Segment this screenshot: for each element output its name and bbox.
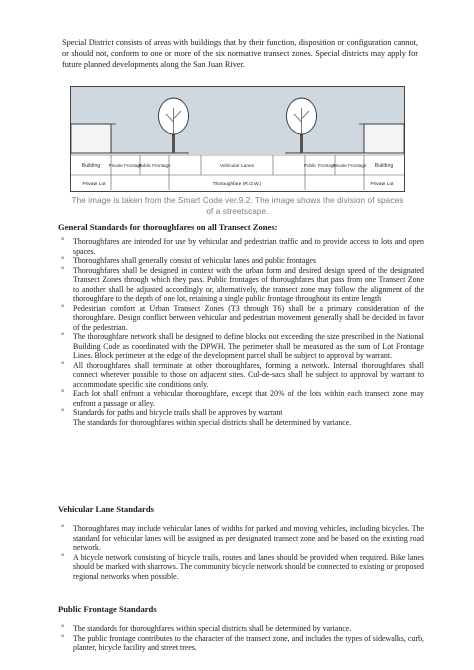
general-standards-heading: General Standards for thoroughfares on all Transect Zones: <box>58 222 278 232</box>
bullet-icon: ° <box>61 523 65 532</box>
bullet-icon: ° <box>61 632 65 642</box>
zone-label-private-frontage-left: Private Frontage <box>108 163 143 168</box>
general-standard-item <box>58 361 424 390</box>
bullet-icon: ° <box>61 359 65 369</box>
vehicular-lane-heading: Vehicular Lane Standards <box>58 504 154 514</box>
general-standard-item <box>58 237 424 256</box>
bullet-icon: ° <box>61 264 65 274</box>
label-thoroughfare: Thoroughfare (R.O.W.) <box>212 182 262 187</box>
bullet-icon: ° <box>61 388 65 397</box>
general-standard-item <box>58 266 424 304</box>
bullet-icon: ° <box>61 551 65 561</box>
general-standard-item <box>58 256 424 266</box>
general-standard-item-text: Thoroughfares shall be designed in context with the urban form and desired design speed of the designated Transect Zones through which they pass. Public frontages of thoroughfares that pass from one Transect Zone to another shall be adjusted accordingly or, alternatively, the transect zone may follow the alignment of the thoroughfare to the depth of one lot, retaining a single public frontage throughout its entire length <box>73 265 424 303</box>
public-frontage-section <box>58 604 424 653</box>
bullet-icon: ° <box>61 623 65 632</box>
public-frontage-standard-item <box>58 624 424 634</box>
building-right <box>359 124 404 153</box>
label-private-lot-right: Private Lot <box>370 182 394 187</box>
vehicular-standard-item-text: A bicycle network consisting of bicycle trails, routes and lanes should be provided when required. Bike lanes should be marked with sharrows. The community bicycle network should be connected to existing or proposed regional networks when possible. <box>73 552 424 581</box>
vehicular-standard-item <box>58 553 424 582</box>
bullet-icon: ° <box>61 407 65 416</box>
general-standard-item <box>58 332 424 361</box>
general-standard-item <box>58 408 424 418</box>
vehicular-lane-list <box>58 524 424 581</box>
zone-label-vehicular-lanes: Vehicular Lanes <box>219 164 255 169</box>
public-frontage-heading: Public Frontage Standards <box>58 604 157 614</box>
general-standard-item-text: Standards for paths and bicycle trails shall be approves by warrant <box>73 408 283 417</box>
zone-label-building-left: Building <box>81 163 101 169</box>
zone-label-public-frontage-left: Public Frontage <box>138 163 171 168</box>
bullet-icon: ° <box>61 331 65 340</box>
public-frontage-list <box>58 624 424 653</box>
building-left <box>71 124 116 153</box>
vehicular-standard-item <box>58 524 424 553</box>
general-standard-item-text: The thoroughfare network shall be designed to define blocks not exceeding the size prescribed in the National Building Code as coordinated with the DPWH. The perimeter shall be measured as the sum of Lot Frontage Lines. Block perimeter at the edge of the development parcel shall be subject to approval by warrant. <box>73 332 424 360</box>
public-frontage-standard-item <box>58 634 424 653</box>
label-private-lot-left: Private Lot <box>82 182 106 187</box>
bullet-icon: ° <box>61 302 65 312</box>
public-frontage-standard-item-text: The standards for thoroughfares within special districts shall be determined by variance. <box>73 624 352 633</box>
bullet-icon: ° <box>61 236 65 245</box>
intro-paragraph: Special District consists of areas with buildings that by their function, disposition or configuration cannot, or should not, conform to one or more of the six normative transect zones. Special districts may apply for future planned developments along the San Juan River. <box>62 38 418 69</box>
vehicular-lane-section <box>58 504 424 581</box>
general-standards-section <box>58 222 424 427</box>
general-standards-trailing: The standards for thoroughfares within special districts shall be determined by variance. <box>73 417 352 427</box>
general-standard-item-text: Thoroughfares shall generally consist of vehicular lanes and public frontages <box>73 256 316 265</box>
public-frontage-standard-item-text: The public frontage contributes to the character of the transect zone, and includes the types of sidewalks, curb, planter, bicycle facility and street trees. <box>73 633 424 652</box>
zone-label-public-frontage-right: Public Frontage <box>303 163 337 168</box>
zone-label-building-right: Building <box>374 163 394 169</box>
zone-label-private-frontage-right: Private Frontage <box>332 163 367 168</box>
bullet-icon: ° <box>61 255 65 264</box>
general-standard-item <box>58 389 424 408</box>
figure-caption: The image is taken from the Smart Code ver.9.2. The image shows the division of spaces of a streetscape. <box>71 196 404 216</box>
general-standard-item-text: Pedestrian comfort at Urban Transect Zones (T3 through T6) shall be a primary consideration of the thoroughfare. Design conflict between vehicular and pedestrian movement generally shall be decided in favor of the pedestrian. <box>73 303 424 332</box>
streetscape-diagram <box>70 86 405 192</box>
general-standards-list <box>58 237 424 418</box>
general-standard-item <box>58 304 424 333</box>
general-standard-item-text: Each lot shall enfront a vehicular thoroughfare, except that 20% of the lots within each transect zone may enfront a passage or alley. <box>73 389 424 408</box>
general-standard-item-text: Thoroughfares are intended for use by vehicular and pedestrian traffic and to provide access to lots and open spaces. <box>73 237 424 256</box>
general-standard-item-text: All thoroughfares shall terminate at other thoroughfares, forming a network. Internal thoroughfares shall connect wherever possible to those on adjacent sites. Cul-de-sacs shall be subject to approval by warrant to accommodate specific site conditions only. <box>73 360 424 389</box>
vehicular-standard-item-text: Thoroughfares may include vehicular lanes of widths for parked and moving vehicles, including bicycles. The standard for vehicular lanes will be assigned as per designated transect zone and be based on the existing road network. <box>73 524 424 552</box>
